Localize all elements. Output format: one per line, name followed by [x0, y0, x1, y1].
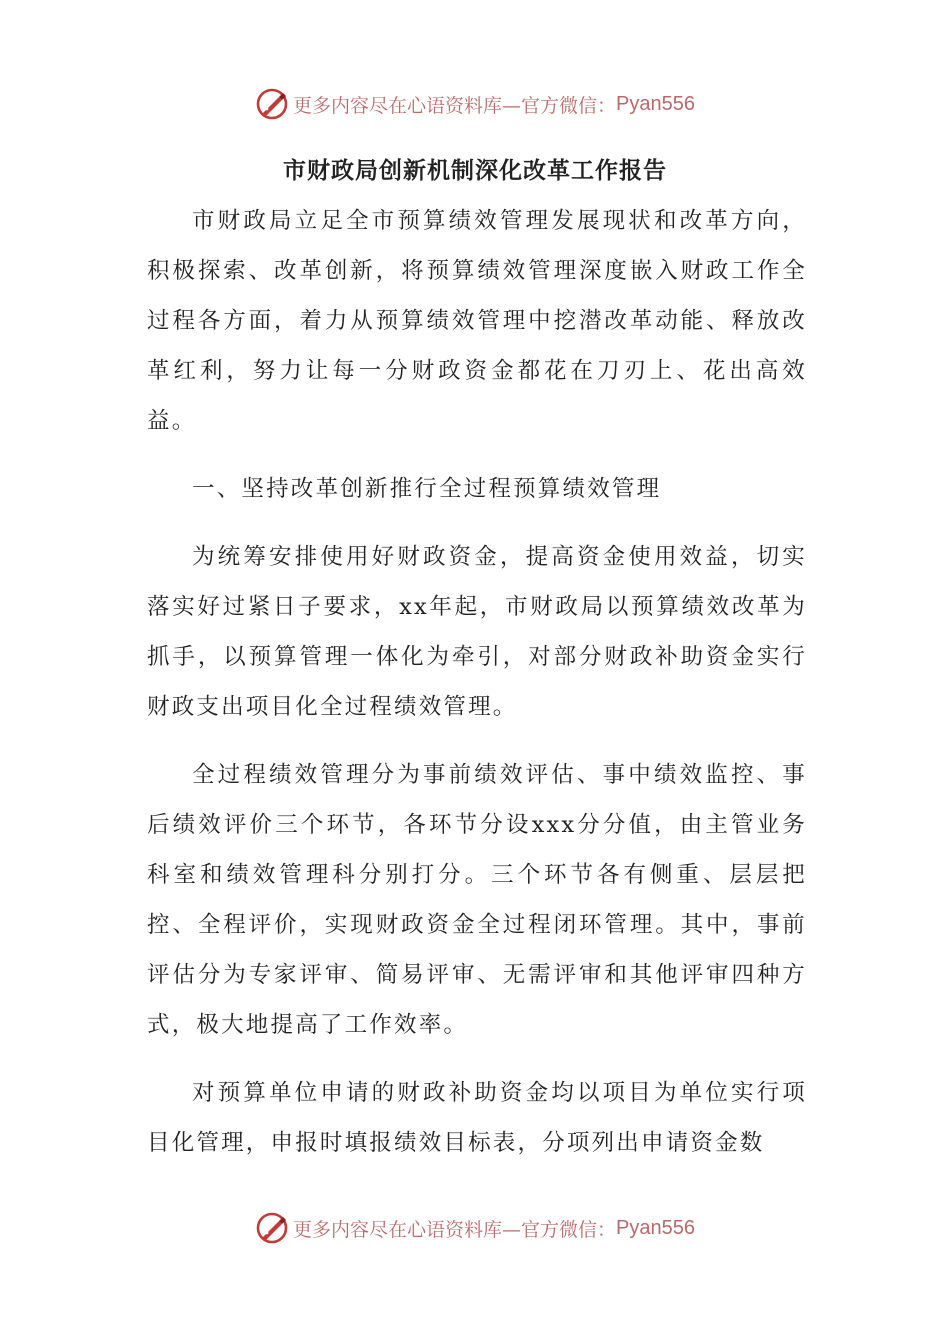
document-body: [147, 196, 807, 1168]
body-paragraph: 对预算单位申请的财政补助资金均以项目为单位实行项目化管理，申报时填报绩效目标表，分项列出申请资金数: [147, 1080, 807, 1156]
watermark-text: 更多内容尽在心语资料库—: [293, 94, 522, 117]
section-heading: 一、坚持改革创新推行全过程预算绩效管理: [192, 476, 662, 502]
watermark-wechat-label: 官方微信：: [521, 1218, 617, 1241]
watermark-text: 更多内容尽在心语资料库—: [293, 1218, 522, 1241]
pen-nib-logo-icon: [255, 1211, 289, 1245]
intro-paragraph: 市财政局立足全市预算绩效管理发展现状和改革方向，积极探索、改革创新，将预算绩效管理深度嵌入财政工作全过程各方面，着力从预算绩效管理中挖潜改革动能、释放改革红利，努力让每一分财政资金都花在刀刃上、花出高效益。: [147, 208, 807, 434]
footer-watermark: [0, 1206, 950, 1250]
document-title: 市财政局创新机制深化改革工作报告: [283, 157, 667, 184]
pen-nib-logo-icon: [255, 87, 289, 121]
watermark-wechat-id: Pyan556: [616, 92, 695, 115]
watermark-wechat-label: 官方微信：: [521, 94, 617, 117]
header-watermark: [0, 82, 950, 126]
body-paragraph: 为统筹安排使用好财政资金，提高资金使用效益，切实落实好过紧日子要求，xx年起，市财政局以预算绩效改革为抓手，以预算管理一体化为牵引，对部分财政补助资金实行财政支出项目化全过程绩效管理。: [147, 544, 807, 720]
watermark-wechat-id: Pyan556: [616, 1216, 695, 1239]
body-paragraph: 全过程绩效管理分为事前绩效评估、事中绩效监控、事后绩效评价三个环节，各环节分设xxx分分值，由主管业务科室和绩效管理科分别打分。三个环节各有侧重、层层把控、全程评价，实现财政资金全过程闭环管理。其中，事前评估分为专家评审、简易评审、无需评审和其他评审四种方式，极大地提高了工作效率。: [147, 762, 807, 1038]
